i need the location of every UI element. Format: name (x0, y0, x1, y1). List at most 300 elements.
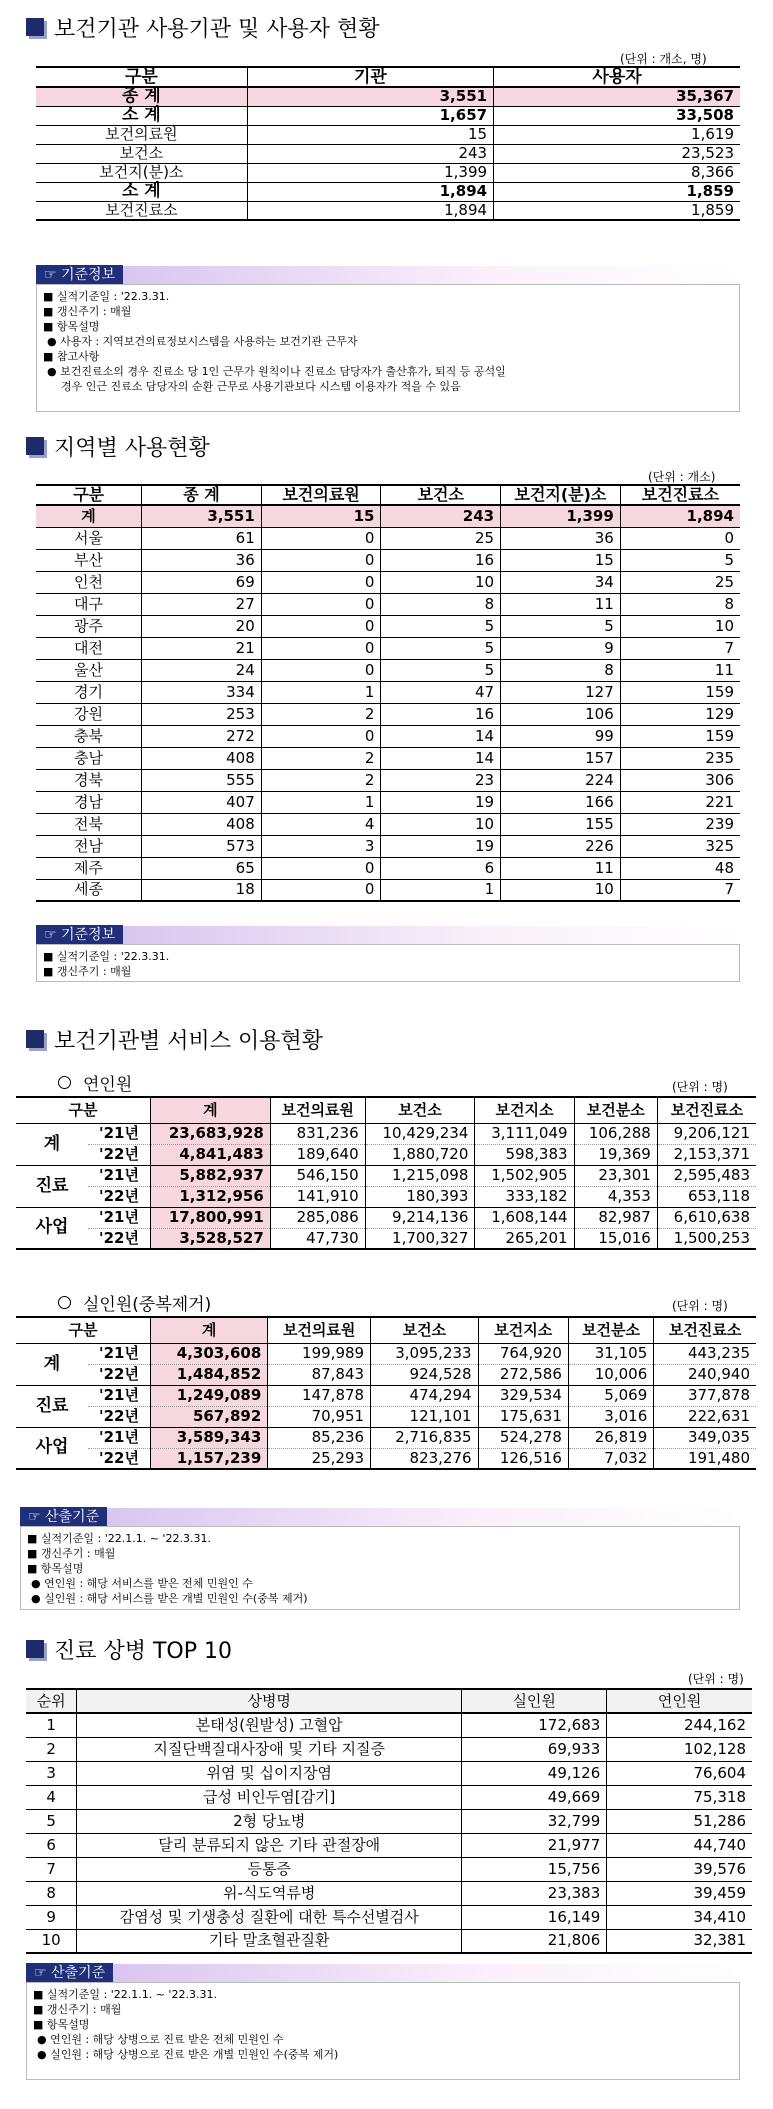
column-header: 구분 (68, 1320, 98, 1339)
value-cell: 0 (261, 571, 381, 593)
group-cell: 진료 (16, 1385, 88, 1427)
table-row (26, 1785, 752, 1809)
value-cell: 8 (620, 593, 740, 615)
value-cell: 9 (501, 637, 621, 659)
value-cell: 36 (501, 527, 621, 549)
value-cell: 126,516 (478, 1448, 568, 1469)
year-cell: '22년 (99, 1187, 139, 1205)
disease-cell: 본태성(원발성) 고혈압 (77, 1713, 462, 1737)
value-cell: 102,128 (607, 1737, 752, 1761)
column-header: 보건진료소 (620, 485, 740, 505)
value-cell: 226 (501, 835, 621, 857)
s1-box-header: ☞ 기준정보 (36, 266, 740, 284)
value-cell: 9,206,121 (657, 1123, 756, 1144)
value-cell: 831,236 (270, 1123, 365, 1144)
region-cell: 경기 (74, 682, 104, 701)
value-cell: 10 (501, 879, 621, 901)
table-row (26, 1737, 752, 1761)
value-cell: 180,393 (365, 1186, 475, 1207)
info-line: ● 연인원 : 해당 서비스를 받은 전체 민원인 수 (31, 1577, 253, 1590)
value-cell: 175,631 (478, 1406, 568, 1427)
region-cell: 경남 (74, 792, 104, 811)
value-cell: 0 (261, 593, 381, 615)
rank-cell: 10 (41, 1931, 61, 1950)
s2-box-header: ☞ 기준정보 (36, 926, 740, 944)
table-row (36, 681, 740, 703)
year-cell: '21년 (99, 1386, 139, 1404)
value-cell: 443,235 (654, 1343, 756, 1364)
disease-cell: 위-식도역류병 (77, 1881, 462, 1905)
table-row (36, 725, 740, 747)
value-cell: 244,162 (607, 1713, 752, 1737)
s3-unit1: (단위 : 명) (672, 1080, 728, 1094)
column-header: 보건의료원 (268, 1317, 371, 1343)
value-cell: 15,756 (462, 1857, 607, 1881)
value-cell: 8 (501, 659, 621, 681)
year-cell: '22년 (99, 1407, 139, 1425)
value-cell: 653,118 (657, 1186, 756, 1207)
value-cell: 1,215,098 (365, 1165, 475, 1186)
value-cell: 75,318 (607, 1785, 752, 1809)
value-cell: 6 (381, 857, 501, 879)
value-cell: 5,882,937 (151, 1165, 271, 1186)
value-cell: 5 (381, 615, 501, 637)
table-row (36, 144, 740, 163)
value-cell: 25,293 (268, 1448, 371, 1469)
table-row (36, 182, 740, 201)
value-cell: 546,150 (270, 1165, 365, 1186)
value-cell: 16 (381, 703, 501, 725)
rank-cell: 5 (46, 1811, 56, 1830)
table-row (36, 571, 740, 593)
square-bullet-icon (26, 1640, 44, 1658)
value-cell: 1,894 (247, 201, 493, 220)
value-cell: 19 (381, 835, 501, 857)
value-cell: 11 (620, 659, 740, 681)
region-cell: 대전 (74, 638, 104, 657)
value-cell: 10 (381, 571, 501, 593)
region-cell: 충북 (74, 726, 104, 745)
table-row (36, 703, 740, 725)
value-cell: 7,032 (568, 1448, 653, 1469)
region-cell: 전남 (74, 836, 104, 855)
info-line: ■ 실적기준일 : '22.1.1. ~ '22.3.31. (33, 1988, 217, 2001)
value-cell: 1,894 (247, 182, 493, 201)
info-line: ● 실인원 : 해당 상병으로 진료 받은 개별 민원인 수(중복 제거) (37, 2048, 339, 2061)
table-row (16, 1186, 756, 1207)
value-cell: 33,508 (494, 106, 740, 125)
s2-info-box (36, 944, 740, 982)
table-row (36, 835, 740, 857)
value-cell: 39,576 (607, 1857, 752, 1881)
value-cell: 573 (142, 835, 262, 857)
column-header: 보건분소 (568, 1317, 653, 1343)
value-cell: 5 (381, 659, 501, 681)
column-header: 구분 (124, 66, 158, 87)
table-row (16, 1385, 756, 1406)
value-cell: 15 (501, 549, 621, 571)
value-cell: 10 (381, 813, 501, 835)
table-row (26, 1881, 752, 1905)
value-cell: 265,201 (475, 1228, 574, 1249)
table-row (36, 527, 740, 549)
header-row (16, 1317, 756, 1343)
value-cell: 19 (381, 791, 501, 813)
table-row (36, 879, 740, 901)
value-cell: 191,480 (654, 1448, 756, 1469)
value-cell: 23 (381, 769, 501, 791)
rank-cell: 7 (46, 1859, 56, 1878)
region-cell: 인천 (74, 572, 104, 591)
year-cell: '22년 (99, 1145, 139, 1163)
s1-unit: (단위 : 개소, 명) (620, 52, 707, 66)
value-cell: 199,989 (268, 1343, 371, 1364)
column-header: 사용자 (494, 67, 740, 87)
circle-bullet-icon (58, 1076, 71, 1089)
table-row (36, 125, 740, 144)
table-row (26, 1809, 752, 1833)
value-cell: 285,086 (270, 1207, 365, 1228)
table-row (36, 769, 740, 791)
info-line: ■ 갱신주기 : 매월 (43, 965, 132, 978)
value-cell: 1,700,327 (365, 1228, 475, 1249)
column-header: 계 (151, 1097, 271, 1123)
s3-sub2: 실인원(중복제거) (58, 1290, 211, 1315)
value-cell: 10,006 (568, 1364, 653, 1385)
year-cell: '21년 (99, 1344, 139, 1362)
info-line: ■ 항목설명 (43, 320, 100, 333)
value-cell: 27 (142, 593, 262, 615)
disease-cell: 위염 및 십이지장염 (77, 1761, 462, 1785)
section1-title: 보건기관 사용기관 및 사용자 현황 (26, 14, 380, 40)
value-cell: 272,586 (478, 1364, 568, 1385)
value-cell: 9,214,136 (365, 1207, 475, 1228)
value-cell: 69 (142, 571, 262, 593)
group-cell: 사업 (16, 1207, 88, 1249)
value-cell: 26,819 (568, 1427, 653, 1448)
column-header: 종 계 (142, 485, 262, 505)
value-cell: 235 (620, 747, 740, 769)
column-header: 계 (151, 1317, 268, 1343)
value-cell: 172,683 (462, 1713, 607, 1737)
year-cell: '21년 (99, 1428, 139, 1446)
value-cell: 243 (381, 505, 501, 527)
info-line: ■ 실적기준일 : '22.3.31. (43, 290, 170, 303)
table-row (26, 1929, 752, 1953)
value-cell: 21,977 (462, 1833, 607, 1857)
label-cell: 보건지(분)소 (99, 163, 184, 181)
circle-bullet-icon (58, 1296, 71, 1309)
value-cell: 1,249,089 (151, 1385, 268, 1406)
label-cell: 보건소 (119, 144, 164, 162)
value-cell: 253 (142, 703, 262, 725)
value-cell: 166 (501, 791, 621, 813)
value-cell: 16,149 (462, 1905, 607, 1929)
info-line: ■ 실적기준일 : '22.3.31. (43, 950, 170, 963)
value-cell: 10 (620, 615, 740, 637)
value-cell: 18 (142, 879, 262, 901)
value-cell: 51,286 (607, 1809, 752, 1833)
value-cell: 3 (261, 835, 381, 857)
column-header: 실인원 (462, 1689, 607, 1713)
region-cell: 경북 (74, 770, 104, 789)
value-cell: 1,880,720 (365, 1144, 475, 1165)
value-cell: 0 (261, 725, 381, 747)
value-cell: 306 (620, 769, 740, 791)
value-cell: 474,294 (371, 1385, 479, 1406)
value-cell: 221 (620, 791, 740, 813)
value-cell: 6,610,638 (657, 1207, 756, 1228)
value-cell: 5 (620, 549, 740, 571)
table-row (16, 1144, 756, 1165)
value-cell: 87,843 (268, 1364, 371, 1385)
info-line: ■ 참고사항 (43, 350, 100, 363)
region-cell: 계 (81, 506, 96, 525)
group-cell: 계 (16, 1123, 88, 1165)
value-cell: 99 (501, 725, 621, 747)
value-cell: 15 (261, 505, 381, 527)
column-header: 보건분소 (574, 1097, 657, 1123)
column-header: 보건진료소 (654, 1317, 756, 1343)
value-cell: 0 (261, 637, 381, 659)
table-row (16, 1165, 756, 1186)
value-cell: 15 (247, 125, 493, 144)
value-cell: 106,288 (574, 1123, 657, 1144)
header-row (36, 485, 740, 505)
column-header: 구분 (73, 485, 104, 504)
table-row (36, 659, 740, 681)
table-row (36, 505, 740, 527)
value-cell: 349,035 (654, 1427, 756, 1448)
value-cell: 32,381 (607, 1929, 752, 1953)
value-cell: 3,551 (142, 505, 262, 527)
value-cell: 5 (381, 637, 501, 659)
value-cell: 76,604 (607, 1761, 752, 1785)
value-cell: 0 (620, 527, 740, 549)
info-line: ■ 항목설명 (33, 2018, 90, 2031)
info-line: ● 사용자 : 지역보건의료정보시스템을 사용하는 보건기관 근무자 (47, 335, 358, 348)
value-cell: 35,367 (494, 87, 740, 106)
value-cell: 47,730 (270, 1228, 365, 1249)
value-cell: 329,534 (478, 1385, 568, 1406)
label-cell: 종 계 (121, 86, 161, 107)
column-header: 보건지소 (475, 1097, 574, 1123)
region-cell: 대구 (74, 594, 104, 613)
value-cell: 2 (261, 769, 381, 791)
disease-cell: 기타 말초혈관질환 (77, 1929, 462, 1953)
column-header: 보건진료소 (657, 1097, 756, 1123)
value-cell: 65 (142, 857, 262, 879)
value-cell: 16 (381, 549, 501, 571)
value-cell: 36 (142, 549, 262, 571)
header-row (36, 67, 740, 87)
table-row (36, 747, 740, 769)
value-cell: 1,859 (494, 201, 740, 220)
value-cell: 25 (620, 571, 740, 593)
value-cell: 82,987 (574, 1207, 657, 1228)
s4-box-header: ☞ 산출기준 (26, 1964, 740, 1982)
value-cell: 0 (261, 857, 381, 879)
s3-info-box (20, 1526, 740, 1610)
value-cell: 1,894 (620, 505, 740, 527)
value-cell: 20 (142, 615, 262, 637)
table-row (16, 1448, 756, 1469)
table-row (16, 1228, 756, 1249)
value-cell: 598,383 (475, 1144, 574, 1165)
value-cell: 44,740 (607, 1833, 752, 1857)
year-cell: '21년 (99, 1124, 139, 1142)
disease-cell: 급성 비인두염[감기] (77, 1785, 462, 1809)
value-cell: 5 (501, 615, 621, 637)
region-cell: 서울 (74, 528, 104, 547)
value-cell: 141,910 (270, 1186, 365, 1207)
value-cell: 11 (501, 857, 621, 879)
info-line: ■ 실적기준일 : '22.1.1. ~ '22.3.31. (27, 1532, 211, 1545)
value-cell: 3,551 (247, 87, 493, 106)
value-cell: 69,933 (462, 1737, 607, 1761)
value-cell: 1,619 (494, 125, 740, 144)
square-bullet-icon (26, 1030, 44, 1048)
s3-box-header: ☞ 산출기준 (20, 1508, 740, 1526)
column-header: 기관 (247, 67, 493, 87)
value-cell: 2,716,835 (371, 1427, 479, 1448)
value-cell: 0 (261, 615, 381, 637)
value-cell: 3,016 (568, 1406, 653, 1427)
table-row (26, 1833, 752, 1857)
value-cell: 2,595,483 (657, 1165, 756, 1186)
value-cell: 34,410 (607, 1905, 752, 1929)
table-row (36, 791, 740, 813)
table-row (16, 1406, 756, 1427)
value-cell: 224 (501, 769, 621, 791)
header-row (16, 1097, 756, 1123)
value-cell: 1,500,253 (657, 1228, 756, 1249)
s3-table-visits (16, 1096, 756, 1250)
region-cell: 울산 (74, 660, 104, 679)
table-row (36, 106, 740, 125)
value-cell: 377,878 (654, 1385, 756, 1406)
value-cell: 47 (381, 681, 501, 703)
table-row (36, 813, 740, 835)
value-cell: 189,640 (270, 1144, 365, 1165)
info-line: ■ 항목설명 (27, 1562, 84, 1575)
value-cell: 19,369 (574, 1144, 657, 1165)
rank-cell: 9 (46, 1907, 56, 1926)
value-cell: 31,105 (568, 1343, 653, 1364)
value-cell: 34 (501, 571, 621, 593)
value-cell: 0 (261, 659, 381, 681)
year-cell: '21년 (99, 1208, 139, 1226)
value-cell: 524,278 (478, 1427, 568, 1448)
s2-table (36, 484, 740, 902)
value-cell: 129 (620, 703, 740, 725)
value-cell: 21 (142, 637, 262, 659)
s4-table (26, 1688, 752, 1954)
year-cell: '21년 (99, 1166, 139, 1184)
info-line: ● 실인원 : 해당 서비스를 받은 개별 민원인 수(중복 제거) (31, 1592, 308, 1605)
info-line: 경우 인근 진료소 담당자의 순환 근무로 사용기관보다 시스템 이용자가 적을 수 있음 (61, 380, 461, 393)
info-line: ● 보건진료소의 경우 진료소 당 1인 근무가 원칙이나 진료소 담당자가 출산휴가, 퇴직 등 공석일 (47, 365, 506, 378)
value-cell: 127 (501, 681, 621, 703)
value-cell: 4,841,483 (151, 1144, 271, 1165)
value-cell: 243 (247, 144, 493, 163)
group-cell: 사업 (16, 1427, 88, 1469)
value-cell: 48 (620, 857, 740, 879)
value-cell: 1,502,905 (475, 1165, 574, 1186)
value-cell: 1,608,144 (475, 1207, 574, 1228)
column-header: 보건소 (371, 1317, 479, 1343)
section4-title: 진료 상병 TOP 10 (26, 1636, 232, 1662)
s2-unit: (단위 : 개소) (648, 470, 716, 484)
value-cell: 222,631 (654, 1406, 756, 1427)
table-row (16, 1364, 756, 1385)
column-header: 보건의료원 (261, 485, 381, 505)
value-cell: 823,276 (371, 1448, 479, 1469)
value-cell: 3,528,527 (151, 1228, 271, 1249)
region-cell: 강원 (74, 704, 104, 723)
value-cell: 4,353 (574, 1186, 657, 1207)
value-cell: 325 (620, 835, 740, 857)
rank-cell: 2 (46, 1739, 56, 1758)
value-cell: 10,429,234 (365, 1123, 475, 1144)
value-cell: 17,800,991 (151, 1207, 271, 1228)
region-cell: 충남 (74, 748, 104, 767)
value-cell: 70,951 (268, 1406, 371, 1427)
value-cell: 85,236 (268, 1427, 371, 1448)
value-cell: 2,153,371 (657, 1144, 756, 1165)
rank-cell: 3 (46, 1763, 56, 1782)
s1-info-box (36, 284, 740, 412)
column-header: 구분 (68, 1100, 98, 1119)
value-cell: 2 (261, 747, 381, 769)
value-cell: 23,523 (494, 144, 740, 163)
table-row (36, 549, 740, 571)
value-cell: 157 (501, 747, 621, 769)
info-line: ■ 갱신주기 : 매월 (33, 2003, 122, 2016)
label-cell: 소 계 (121, 181, 161, 201)
region-cell: 부산 (74, 550, 104, 569)
value-cell: 334 (142, 681, 262, 703)
value-cell: 3,111,049 (475, 1123, 574, 1144)
table-row (16, 1207, 756, 1228)
value-cell: 15,016 (574, 1228, 657, 1249)
value-cell: 1,657 (247, 106, 493, 125)
column-header: 보건의료원 (270, 1097, 365, 1123)
table-row (16, 1343, 756, 1364)
value-cell: 5,069 (568, 1385, 653, 1406)
section2-title: 지역별 사용현황 (26, 433, 210, 459)
value-cell: 49,669 (462, 1785, 607, 1809)
column-header: 순위 (36, 1691, 66, 1710)
value-cell: 272 (142, 725, 262, 747)
rank-cell: 6 (46, 1835, 56, 1854)
value-cell: 24 (142, 659, 262, 681)
table-row (36, 87, 740, 106)
value-cell: 14 (381, 747, 501, 769)
value-cell: 0 (261, 879, 381, 901)
value-cell: 21,806 (462, 1929, 607, 1953)
value-cell: 924,528 (371, 1364, 479, 1385)
value-cell: 2 (261, 703, 381, 725)
value-cell: 408 (142, 747, 262, 769)
value-cell: 239 (620, 813, 740, 835)
label-cell: 소 계 (121, 105, 161, 125)
year-cell: '22년 (99, 1365, 139, 1383)
value-cell: 1,157,239 (151, 1448, 268, 1469)
value-cell: 567,892 (151, 1406, 268, 1427)
value-cell: 23,301 (574, 1165, 657, 1186)
value-cell: 1,484,852 (151, 1364, 268, 1385)
